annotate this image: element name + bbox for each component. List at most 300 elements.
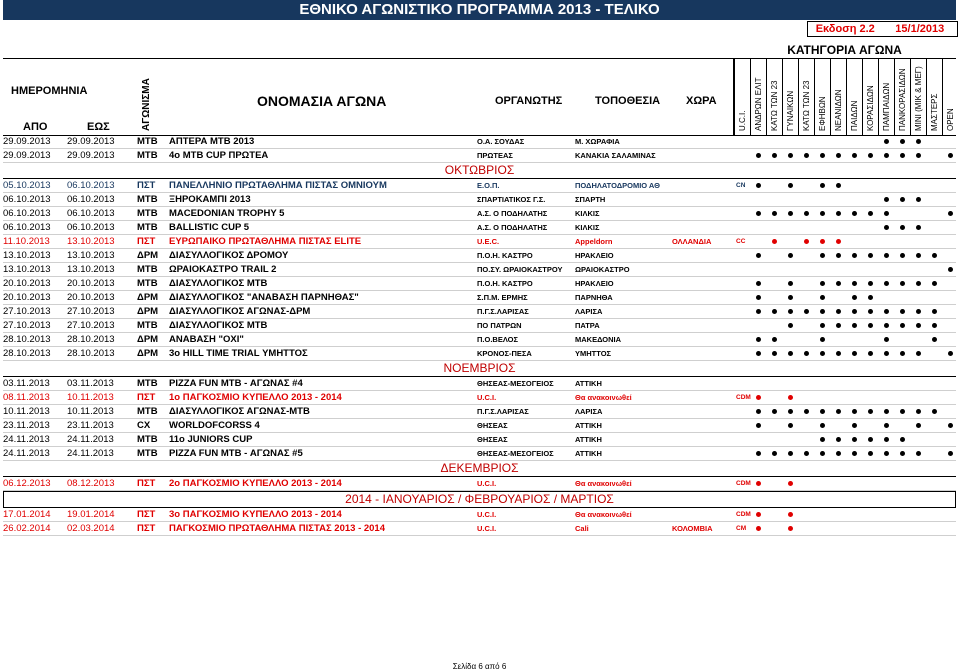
category-marker xyxy=(772,409,777,414)
category-divider xyxy=(782,59,783,135)
organizer: ΘΗΣΕΑΣ xyxy=(477,435,508,444)
category-marker xyxy=(820,253,825,258)
category-marker xyxy=(756,395,761,400)
category-marker xyxy=(948,153,953,158)
category-marker xyxy=(820,323,825,328)
date-to: 03.11.2013 xyxy=(67,378,114,389)
race-type: ΠΣΤ xyxy=(137,509,156,520)
category-marker xyxy=(916,423,921,428)
location: ΑΤΤΙΚΗ xyxy=(575,379,602,388)
race-name: 1ο ΠΑΓΚΟΣΜΙΟ ΚΥΠΕΛΛΟ 2013 - 2014 xyxy=(169,392,342,403)
category-marker xyxy=(756,423,761,428)
category-marker xyxy=(948,451,953,456)
organizer: Ε.Ο.Π. xyxy=(477,181,500,190)
category-marker xyxy=(804,451,809,456)
category-marker xyxy=(804,153,809,158)
category-marker xyxy=(788,451,793,456)
race-type: ΔΡΜ xyxy=(137,348,159,359)
table-row xyxy=(3,305,956,319)
category-column-header: ΚΟΡΑΣΙΔΩΝ xyxy=(866,85,875,131)
race-type: MTB xyxy=(137,222,158,233)
uci-class: CDM xyxy=(736,480,751,487)
category-marker xyxy=(852,295,857,300)
category-marker xyxy=(884,409,889,414)
category-marker xyxy=(756,309,761,314)
category-marker xyxy=(884,153,889,158)
category-marker xyxy=(900,437,905,442)
organizer: Π.Ο.Η. ΚΑΣΤΡΟ xyxy=(477,251,533,260)
category-marker xyxy=(868,281,873,286)
header-name: ΟΝΟΜΑΣΙΑ ΑΓΩΝΑ xyxy=(257,93,387,109)
category-marker xyxy=(932,337,937,342)
date-from: 08.11.2013 xyxy=(3,392,50,403)
location: ΠΑΡΝΗΘΑ xyxy=(575,293,613,302)
category-divider xyxy=(894,59,895,135)
date-from: 05.10.2013 xyxy=(3,180,51,191)
category-marker xyxy=(788,153,793,158)
category-marker xyxy=(788,295,793,300)
category-marker xyxy=(820,183,825,188)
category-column-header: ΜΑΣΤΕΡΣ xyxy=(930,93,939,131)
category-marker xyxy=(868,211,873,216)
header-date: ΗΜΕΡΟΜΗΝΙΑ xyxy=(11,85,88,97)
location: Cali xyxy=(575,524,589,533)
date-from: 06.10.2013 xyxy=(3,222,51,233)
edition-box xyxy=(807,21,958,37)
month-heading: ΔΕΚΕΜΒΡΙΟΣ xyxy=(3,461,956,477)
category-column-header: ΝΕΑΝΙΔΩΝ xyxy=(834,89,843,131)
location: ΑΤΤΙΚΗ xyxy=(575,421,602,430)
category-column-header: ΓΥΝΑΙΚΩΝ xyxy=(786,90,795,131)
category-marker xyxy=(852,211,857,216)
category-marker xyxy=(820,309,825,314)
category-header: ΚΑΤΗΓΟΡΙΑ ΑΓΩΝΑ xyxy=(733,42,956,59)
category-divider xyxy=(734,59,735,135)
race-table xyxy=(3,135,956,536)
location: ΚΙΛΚΙΣ xyxy=(575,223,600,232)
date-to: 23.11.2013 xyxy=(67,420,114,431)
category-marker xyxy=(836,409,841,414)
table-row xyxy=(3,179,956,193)
table-row xyxy=(3,522,956,536)
date-from: 06.10.2013 xyxy=(3,208,51,219)
page-footer: Σελίδα 6 από 6 xyxy=(452,662,507,671)
date-from: 28.10.2013 xyxy=(3,348,51,359)
location: ΚΙΛΚΙΣ xyxy=(575,209,600,218)
category-marker xyxy=(900,309,905,314)
race-name: 4ο MTB CUP ΠΡΩΤΕΑ xyxy=(169,150,269,161)
date-to: 08.12.2013 xyxy=(67,478,115,489)
category-marker xyxy=(756,153,761,158)
category-marker xyxy=(836,451,841,456)
category-marker xyxy=(852,451,857,456)
header-to: ΕΩΣ xyxy=(87,121,110,133)
header-location: ΤΟΠΟΘΕΣΙΑ xyxy=(595,95,661,107)
category-marker xyxy=(836,309,841,314)
race-name: BALLISTIC CUP 5 xyxy=(169,222,250,233)
category-marker xyxy=(756,281,761,286)
organizer: ΘΗΣΕΑΣ-ΜΕΣΟΓΕΙΟΣ xyxy=(477,379,554,388)
table-row xyxy=(3,419,956,433)
date-to: 02.03.2014 xyxy=(67,523,115,534)
category-marker xyxy=(772,239,777,244)
date-from: 28.10.2013 xyxy=(3,334,51,345)
category-marker xyxy=(836,323,841,328)
category-marker xyxy=(820,437,825,442)
race-type: MTB xyxy=(137,150,158,161)
date-from: 10.11.2013 xyxy=(3,406,50,417)
category-marker xyxy=(788,211,793,216)
category-marker xyxy=(836,211,841,216)
category-marker xyxy=(836,351,841,356)
category-marker xyxy=(820,451,825,456)
category-marker xyxy=(916,281,921,286)
category-marker xyxy=(932,323,937,328)
race-name: ΑΠΤΕΡΑ MTB 2013 xyxy=(169,136,255,147)
category-column-header: U.C.I. xyxy=(738,110,747,131)
category-marker xyxy=(772,451,777,456)
date-to: 06.10.2013 xyxy=(67,222,115,233)
date-from: 29.09.2013 xyxy=(3,136,51,147)
location: ΗΡΑΚΛΕΙΟ xyxy=(575,251,614,260)
race-name: 3ο ΠΑΓΚΟΣΜΙΟ ΚΥΠΕΛΛΟ 2013 - 2014 xyxy=(169,509,342,520)
category-marker xyxy=(884,451,889,456)
race-type: MTB xyxy=(137,136,158,147)
date-from: 20.10.2013 xyxy=(3,292,51,303)
date-to: 29.09.2013 xyxy=(67,150,115,161)
category-divider xyxy=(814,59,815,135)
category-marker xyxy=(756,337,761,342)
category-column-header: MINI (ΜΙΚ & ΜΕΓ) xyxy=(914,66,923,131)
category-marker xyxy=(884,139,889,144)
edition-label: Εκδοση 2.2 xyxy=(815,23,875,35)
category-marker xyxy=(820,239,825,244)
category-column-header: ΠΑΝΚΟΡΑΣΙΔΩΝ xyxy=(898,68,907,131)
organizer: ΠΡΩΤΕΑΣ xyxy=(477,151,513,160)
category-marker xyxy=(820,153,825,158)
date-from: 24.11.2013 xyxy=(3,434,50,445)
race-type: MTB xyxy=(137,264,158,275)
organizer: U.C.I. xyxy=(477,524,497,533)
race-name: 2ο ΠΑΓΚΟΣΜΙΟ ΚΥΠΕΛΛΟ 2013 - 2014 xyxy=(169,478,342,489)
table-row xyxy=(3,377,956,391)
date-to: 28.10.2013 xyxy=(67,334,115,345)
location: ΑΤΤΙΚΗ xyxy=(575,435,602,444)
table-row xyxy=(3,291,956,305)
category-marker xyxy=(916,409,921,414)
race-name: ΔΙΑΣΥΛΛΟΓΙΚΟΣ ΑΓΩΝΑΣ-ΔΡΜ xyxy=(169,306,311,317)
category-marker xyxy=(900,139,905,144)
category-divider xyxy=(942,59,943,135)
uci-class: CDM xyxy=(736,511,751,518)
category-divider xyxy=(862,59,863,135)
category-marker xyxy=(884,197,889,202)
category-marker xyxy=(916,309,921,314)
category-marker xyxy=(932,281,937,286)
table-row xyxy=(3,508,956,522)
category-marker xyxy=(756,183,761,188)
category-marker xyxy=(916,451,921,456)
category-marker xyxy=(932,253,937,258)
date-to: 28.10.2013 xyxy=(67,348,115,359)
category-marker xyxy=(788,309,793,314)
category-marker xyxy=(900,409,905,414)
organizer: ΘΗΣΕΑΣ-ΜΕΣΟΓΕΙΟΣ xyxy=(477,449,554,458)
organizer: ΚΡΟΝΟΣ-ΠΕΣΑ xyxy=(477,349,532,358)
date-from: 06.12.2013 xyxy=(3,478,51,489)
category-marker xyxy=(868,153,873,158)
category-marker xyxy=(868,409,873,414)
category-column-header: ΚΑΤΩ ΤΩΝ 23 xyxy=(802,80,811,131)
category-divider xyxy=(926,59,927,135)
organizer: ΠΟ ΠΑΤΡΩΝ xyxy=(477,321,522,330)
category-marker xyxy=(820,211,825,216)
category-marker xyxy=(900,153,905,158)
race-name: ΠΑΓΚΟΣΜΙΟ ΠΡΩΤΑΘΛΗΜΑ ΠΙΣΤΑΣ 2013 - 2014 xyxy=(169,523,385,534)
race-name: ΕΥΡΩΠΑΙΚΟ ΠΡΩΤΑΘΛΗΜΑ ΠΙΣΤΑΣ ELITE xyxy=(169,236,362,247)
category-marker xyxy=(756,253,761,258)
race-type: ΠΣΤ xyxy=(137,180,156,191)
location: Μ. ΧΩΡΑΦΙΑ xyxy=(575,137,620,146)
location: ΥΜΗΤΤΟΣ xyxy=(575,349,612,358)
category-marker xyxy=(772,211,777,216)
race-type: ΔΡΜ xyxy=(137,292,159,303)
month-heading: ΝΟΕΜΒΡΙΟΣ xyxy=(3,361,956,377)
category-marker xyxy=(916,323,921,328)
date-to: 20.10.2013 xyxy=(67,292,115,303)
category-marker xyxy=(852,351,857,356)
race-name: ΑΝΑΒΑΣΗ "ΟΧΙ" xyxy=(169,334,244,345)
location: ΠΑΤΡΑ xyxy=(575,321,600,330)
category-marker xyxy=(868,309,873,314)
category-divider xyxy=(750,59,751,135)
race-name: 11ο JUNIORS CUP xyxy=(169,434,253,445)
category-marker xyxy=(948,351,953,356)
category-marker xyxy=(900,351,905,356)
date-from: 17.01.2014 xyxy=(3,509,51,520)
category-marker xyxy=(756,526,761,531)
category-marker xyxy=(804,239,809,244)
location: ΠΟΔΗΛΑΤΟΔΡΟΜΙΟ ΑΘ xyxy=(575,181,660,190)
race-type: MTB xyxy=(137,448,158,459)
category-marker xyxy=(916,225,921,230)
date-from: 29.09.2013 xyxy=(3,150,51,161)
date-to: 06.10.2013 xyxy=(67,208,115,219)
category-marker xyxy=(788,323,793,328)
race-type: ΔΡΜ xyxy=(137,306,159,317)
category-divider xyxy=(766,59,767,135)
category-marker xyxy=(948,211,953,216)
edition-date: 15/1/2013 xyxy=(895,23,945,35)
race-name: ΔΙΑΣΥΛΛΟΓΙΚΟΣ MTB xyxy=(169,320,268,331)
category-marker xyxy=(772,351,777,356)
date-from: 26.02.2014 xyxy=(3,523,51,534)
category-column-header: ΚΑΤΩ ΤΩΝ 23 xyxy=(770,80,779,131)
table-row xyxy=(3,235,956,249)
category-marker xyxy=(756,481,761,486)
category-marker xyxy=(868,351,873,356)
date-from: 24.11.2013 xyxy=(3,448,50,459)
category-marker xyxy=(852,309,857,314)
race-name: ΔΙΑΣΥΛΛΟΓΙΚΟΣ ΔΡΟΜΟΥ xyxy=(169,250,289,261)
location: Θα ανακοινωθεί xyxy=(575,393,632,402)
category-marker xyxy=(772,153,777,158)
race-type: MTB xyxy=(137,194,158,205)
table-row xyxy=(3,477,956,491)
date-to: 19.01.2014 xyxy=(67,509,115,520)
location: ΗΡΑΚΛΕΙΟ xyxy=(575,279,614,288)
category-divider xyxy=(910,59,911,135)
category-marker xyxy=(884,437,889,442)
race-name: ΔΙΑΣΥΛΛΟΓΙΚΟΣ "ΑΝΑΒΑΣΗ ΠΑΡΝΗΘΑΣ" xyxy=(169,292,359,303)
organizer: U.E.C. xyxy=(477,237,500,246)
organizer: Α.Σ. Ο ΠΟΔΗΛΑΤΗΣ xyxy=(477,209,548,218)
race-name: MACEDONIAN TROPHY 5 xyxy=(169,208,285,219)
category-marker xyxy=(836,253,841,258)
category-marker xyxy=(788,423,793,428)
race-type: MTB xyxy=(137,434,158,445)
category-marker xyxy=(788,481,793,486)
category-marker xyxy=(804,211,809,216)
table-row xyxy=(3,319,956,333)
race-type: MTB xyxy=(137,320,158,331)
category-divider xyxy=(846,59,847,135)
category-marker xyxy=(788,395,793,400)
date-to: 13.10.2013 xyxy=(67,236,115,247)
category-column-header: OPEN xyxy=(946,108,955,131)
category-marker xyxy=(916,351,921,356)
organizer: U.C.I. xyxy=(477,393,497,402)
category-marker xyxy=(820,337,825,342)
category-marker xyxy=(836,437,841,442)
table-row xyxy=(3,263,956,277)
location: ΩΡΑΙΟΚΑΣΤΡΟ xyxy=(575,265,630,274)
organizer: ΠΟ.ΣΥ. ΩΡΑΙΟΚΑΣΤΡΟΥ xyxy=(477,265,563,274)
category-marker xyxy=(916,197,921,202)
category-marker xyxy=(756,512,761,517)
table-row xyxy=(3,347,956,361)
category-marker xyxy=(948,267,953,272)
category-divider xyxy=(878,59,879,135)
category-marker xyxy=(772,309,777,314)
date-from: 03.11.2013 xyxy=(3,378,50,389)
category-marker xyxy=(756,211,761,216)
organizer: Π.Γ.Σ.ΛΑΡΙΣΑΣ xyxy=(477,307,529,316)
date-to: 24.11.2013 xyxy=(67,448,114,459)
category-marker xyxy=(852,281,857,286)
category-marker xyxy=(820,409,825,414)
organizer: Σ.Π.Μ. ΕΡΜΗΣ xyxy=(477,293,528,302)
uci-class: CM xyxy=(736,525,747,532)
date-to: 24.11.2013 xyxy=(67,434,114,445)
category-marker xyxy=(820,351,825,356)
race-type: MTB xyxy=(137,378,158,389)
race-type: MTB xyxy=(137,278,158,289)
location: ΑΤΤΙΚΗ xyxy=(575,449,602,458)
race-name: 3ο HILL TIME TRIAL ΥΜΗΤΤΟΣ xyxy=(169,348,308,359)
date-to: 13.10.2013 xyxy=(67,250,115,261)
category-marker xyxy=(820,423,825,428)
location: ΣΠΑΡΤΗ xyxy=(575,195,606,204)
race-name: PIZZA FUN MTB - ΑΓΩΝΑΣ #5 xyxy=(169,448,303,459)
location: Appeldorn xyxy=(575,237,613,246)
category-marker xyxy=(900,281,905,286)
category-marker xyxy=(852,153,857,158)
date-to: 10.11.2013 xyxy=(67,392,114,403)
category-marker xyxy=(900,451,905,456)
date-to: 13.10.2013 xyxy=(67,264,115,275)
organizer: ΣΠΑΡΤΙΑΤΙΚΟΣ Γ.Σ. xyxy=(477,195,546,204)
date-from: 13.10.2013 xyxy=(3,250,51,261)
table-row xyxy=(3,277,956,291)
race-name: WORLDOFCORSS 4 xyxy=(169,420,260,431)
organizer: Α.Σ. Ο ΠΟΔΗΛΑΤΗΣ xyxy=(477,223,548,232)
location: ΛΑΡΙΣΑ xyxy=(575,307,603,316)
date-from: 06.10.2013 xyxy=(3,194,51,205)
category-marker xyxy=(804,309,809,314)
category-column-header: ΠΑΜΠΑΙΔΩΝ xyxy=(882,82,891,131)
table-row xyxy=(3,149,956,163)
country: ΟΛΛΑΝΔΙΑ xyxy=(672,237,712,246)
table-row xyxy=(3,405,956,419)
category-marker xyxy=(756,351,761,356)
race-name: ΔΙΑΣΥΛΛΟΓΙΚΟΣ MTB xyxy=(169,278,268,289)
category-marker xyxy=(820,281,825,286)
category-marker xyxy=(884,253,889,258)
table-row xyxy=(3,135,956,149)
date-to: 20.10.2013 xyxy=(67,278,115,289)
date-from: 27.10.2013 xyxy=(3,306,51,317)
location: ΚΑΝΑΚΙΑ ΣΑΛΑΜΙΝΑΣ xyxy=(575,151,656,160)
race-type: ΠΣΤ xyxy=(137,392,156,403)
date-to: 10.11.2013 xyxy=(67,406,114,417)
date-from: 27.10.2013 xyxy=(3,320,51,331)
organizer: Ο.Α. ΣΟΥΔΑΣ xyxy=(477,137,525,146)
race-name: ΠΑΝΕΛΛΗΝΙΟ ΠΡΩΤΑΘΛΗΜΑ ΠΙΣΤΑΣ ΟΜΝΙΟΥΜ xyxy=(169,180,387,191)
race-type: ΠΣΤ xyxy=(137,478,156,489)
category-marker xyxy=(884,281,889,286)
date-from: 11.10.2013 xyxy=(3,236,50,247)
category-marker xyxy=(916,139,921,144)
category-divider xyxy=(830,59,831,135)
header-from: ΑΠΟ xyxy=(23,121,48,133)
category-marker xyxy=(836,239,841,244)
month-heading: ΟΚΤΩΒΡΙΟΣ xyxy=(3,163,956,179)
category-marker xyxy=(836,183,841,188)
category-marker xyxy=(916,153,921,158)
category-marker xyxy=(868,253,873,258)
category-marker xyxy=(900,323,905,328)
category-marker xyxy=(900,225,905,230)
category-marker xyxy=(788,253,793,258)
race-type: ΠΣΤ xyxy=(137,236,156,247)
date-to: 29.09.2013 xyxy=(67,136,115,147)
date-to: 27.10.2013 xyxy=(67,306,115,317)
category-marker xyxy=(868,437,873,442)
category-marker xyxy=(884,309,889,314)
organizer: Π.Ο.Η. ΚΑΣΤΡΟ xyxy=(477,279,533,288)
category-marker xyxy=(804,409,809,414)
date-from: 13.10.2013 xyxy=(3,264,51,275)
header-country: ΧΩΡΑ xyxy=(686,95,717,107)
category-marker xyxy=(852,409,857,414)
location: Θα ανακοινωθεί xyxy=(575,510,632,519)
category-marker xyxy=(884,225,889,230)
category-marker xyxy=(820,295,825,300)
category-marker xyxy=(836,153,841,158)
category-marker xyxy=(868,295,873,300)
table-row xyxy=(3,207,956,221)
